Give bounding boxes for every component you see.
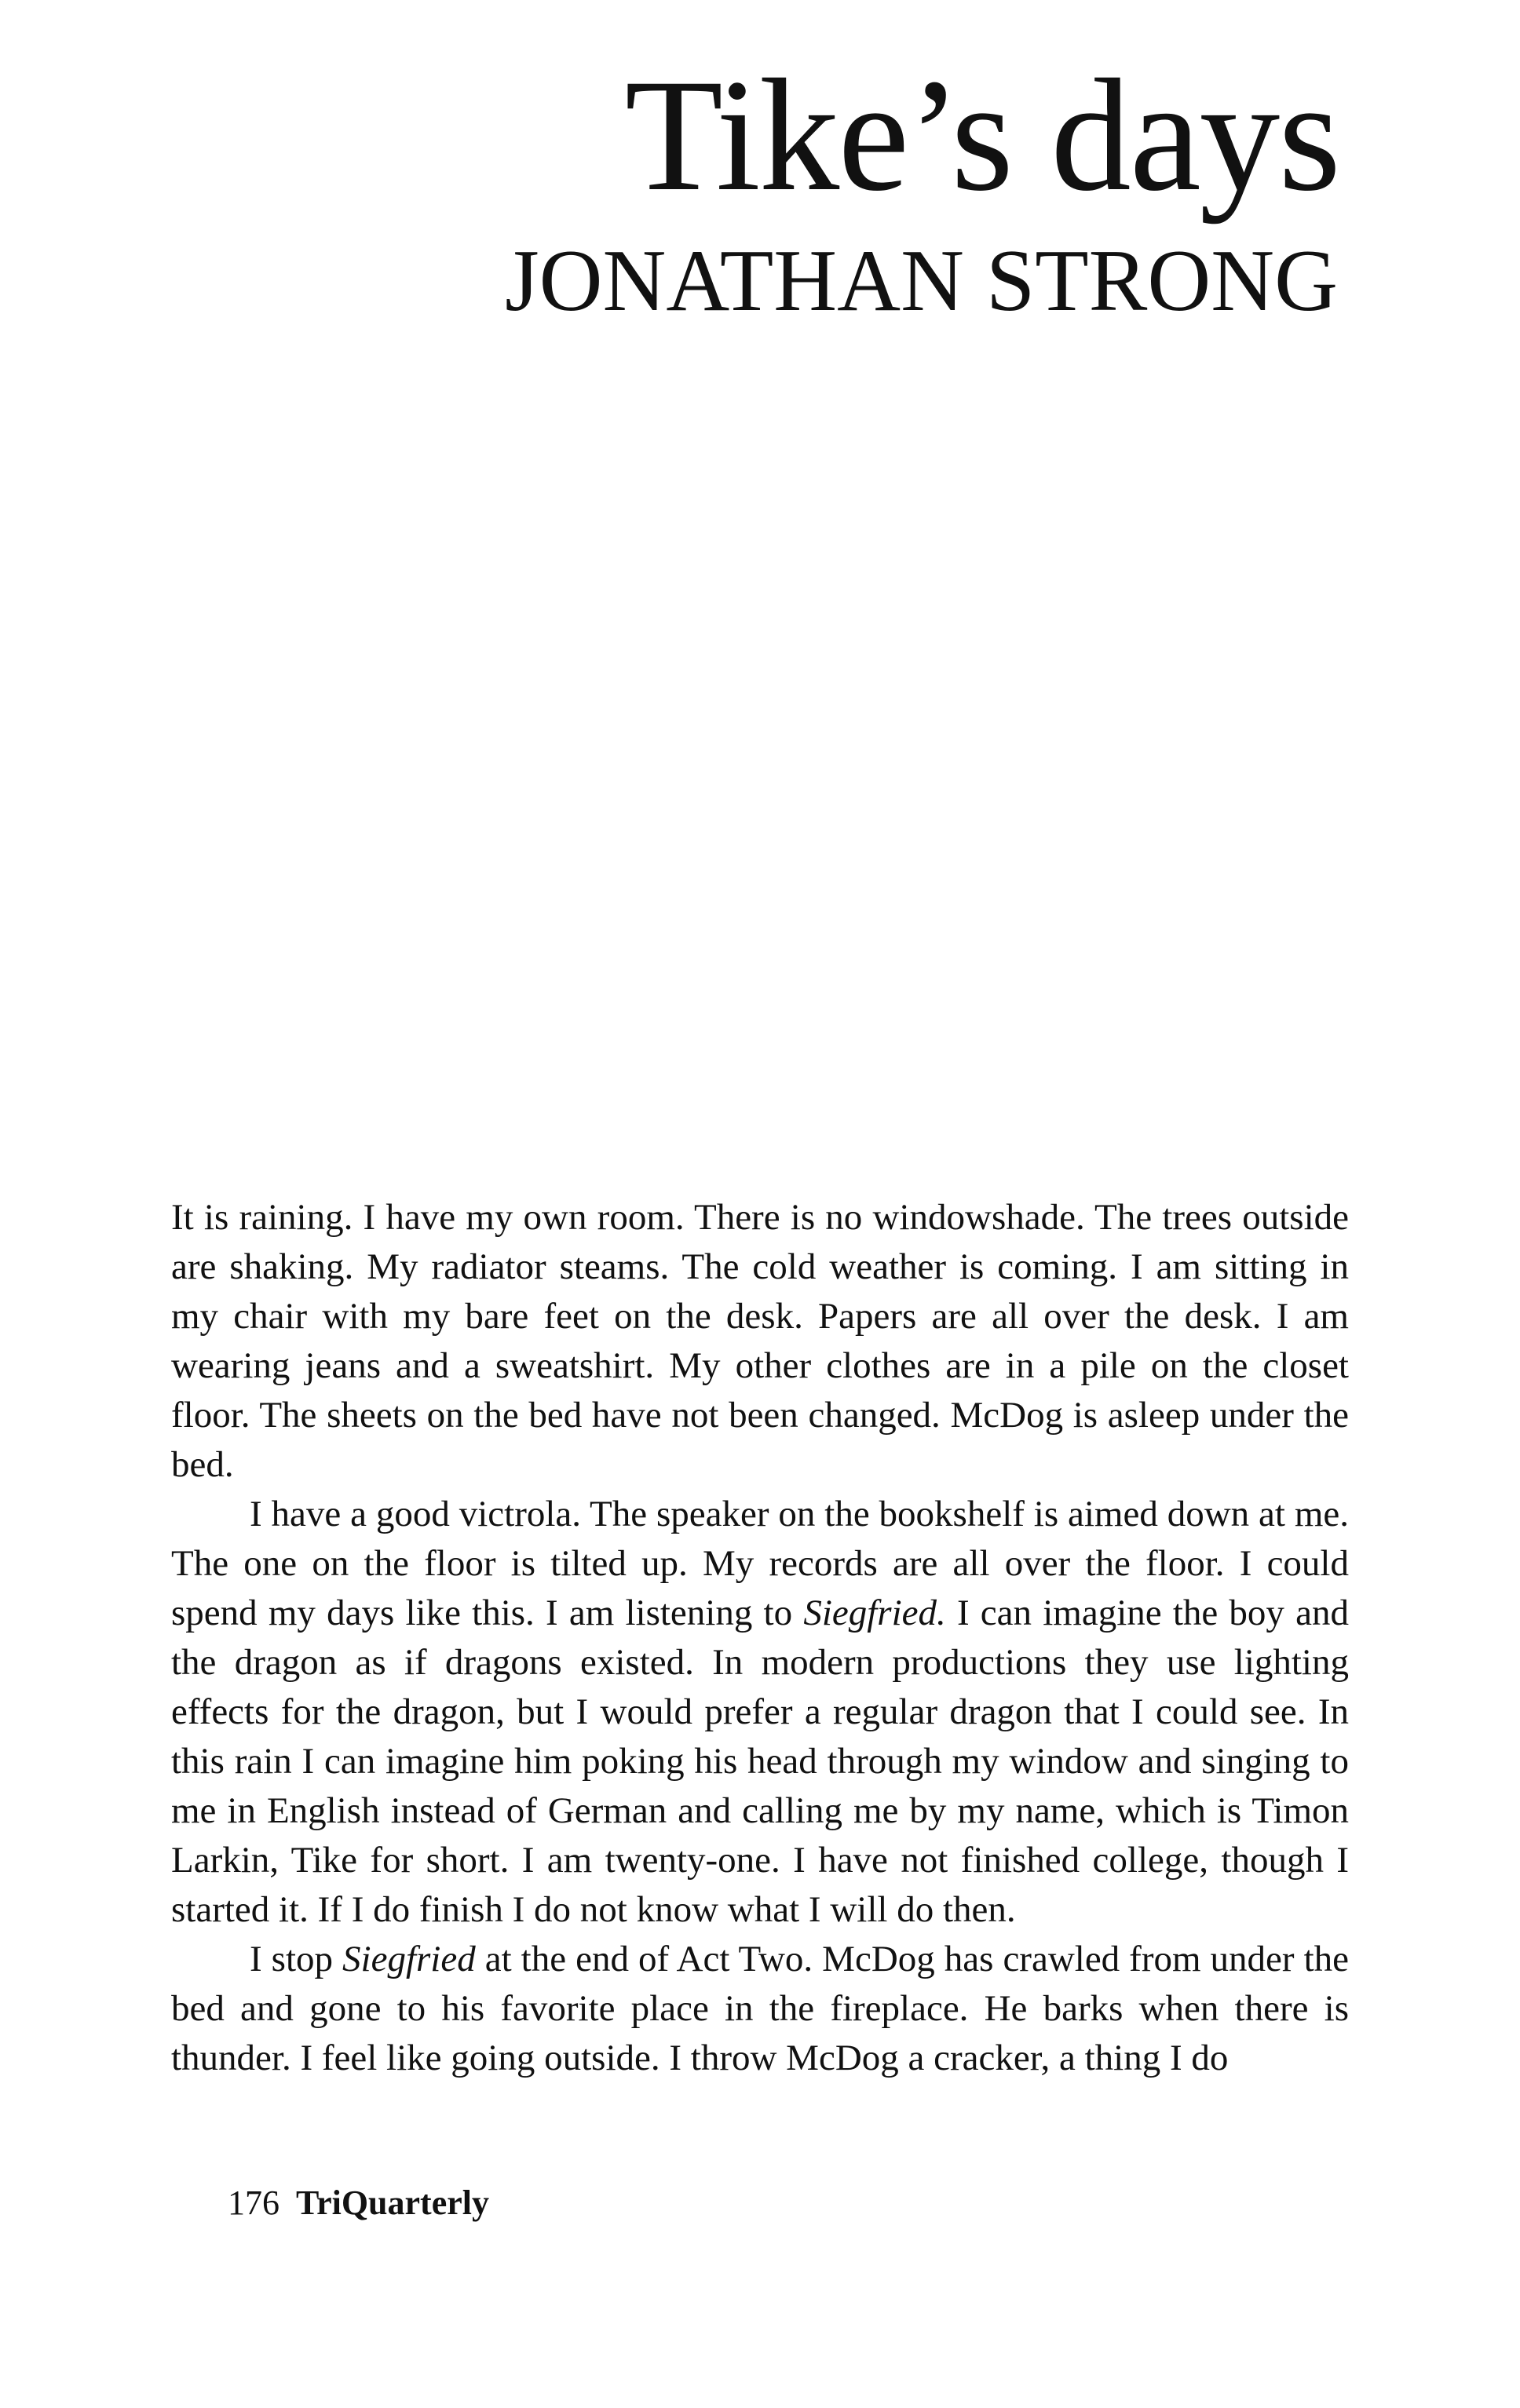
paragraph-3-text-a: I stop bbox=[250, 1939, 343, 1979]
paragraph-2 bbox=[171, 1490, 1349, 1935]
page-footer bbox=[228, 2186, 489, 2220]
work-title-siegfried: Siegfried bbox=[342, 1939, 476, 1979]
story-body bbox=[171, 1193, 1349, 2083]
story-title: Tike’s days bbox=[624, 46, 1339, 224]
page-number: 176 bbox=[228, 2184, 280, 2222]
paragraph-2-text-a: I have a good victrola. The speaker on the bookshelf is aimed down at me. The one on the floor is tilted up. My records are all over the floor. I could spend my days like this. I am listening to bbox=[171, 1494, 1349, 1633]
journal-name: TriQuarterly bbox=[296, 2184, 489, 2222]
paragraph-1: It is raining. I have my own room. There is no windowshade. The trees outside are shaking. My radiator steams. The cold weather is coming. I am sitting in my chair with my bare feet on the desk. Papers are all over the desk. I am wearing jeans and a sweatshirt. My other clothes are in a pile on the closet floor. The sheets on the bed have not been changed. McDog is asleep under the bed. bbox=[171, 1197, 1349, 1485]
paragraph-3-text-b: at the end of Act Two. McDog has crawled from under the bed and gone to his favorite place in the fireplace. He barks when there is thunder. I feel like going outside. I throw McDog a cracker, a thing I do bbox=[171, 1939, 1349, 2078]
work-title-siegfried: Siegfried. bbox=[803, 1593, 946, 1633]
author-name: JONATHAN STRONG bbox=[505, 232, 1338, 330]
paragraph-3 bbox=[171, 1935, 1349, 2083]
paragraph-2-text-b: I can imagine the boy and the dragon as if dragons existed. In modern productions they use lighting effects for the dragon, but I would prefer a regular dragon that I could see. In this rain I can imagine him poking his head through my window and singing to me in English instead of German and calling me by my name, which is Timon Larkin, Tike for short. I am twenty-one. I have not finished college, though I started it. If I do finish I do not know what I will do then. bbox=[171, 1593, 1349, 1930]
